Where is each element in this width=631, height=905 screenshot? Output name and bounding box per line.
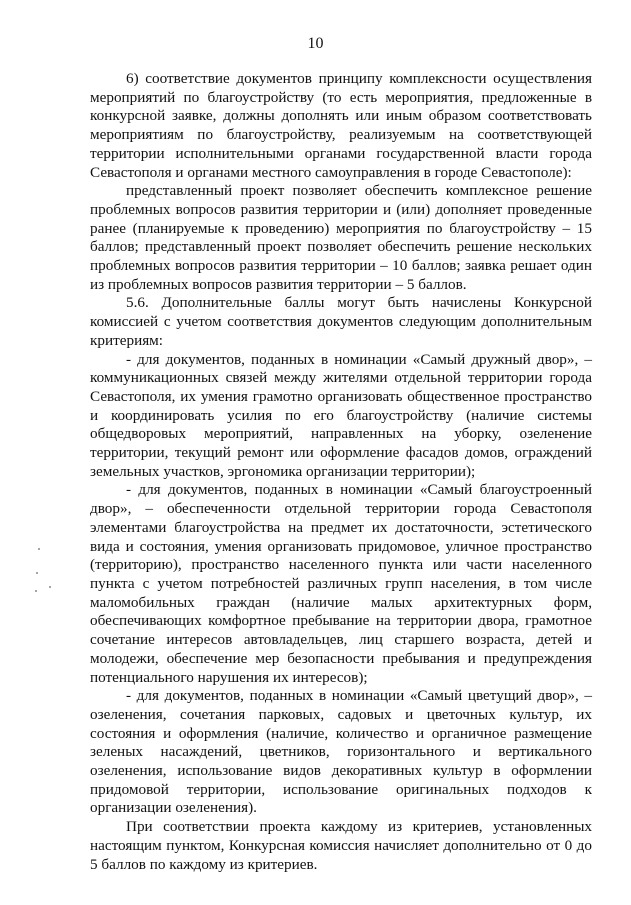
scan-artifact xyxy=(35,590,37,592)
scan-artifact xyxy=(36,572,38,574)
page-number: 10 xyxy=(307,35,324,52)
paragraph-criterion-6: 6) соответствие документов принципу комплексности осуществления мероприятий по благоустройству (то есть мероприятия, предложенные в конкурсной заявке, должны дополнять или иным образом соответствовать мероприятиям по благоустройству, реализуемым на соответствующей территории исполнительными органами государственной власти города Севастополя и органами местного самоуправления в городе Севастополе): xyxy=(90,70,592,181)
paragraph-blooming-yard: - для документов, поданных в номинации «Самый цветущий двор», – озеленения, сочетания парковых, садовых и цветочных культур, их состояния и оформления (наличие, количество и органичное размещение зеленых насаждений, цветников, горизонтального и вертикального озеленения, использование видов декоративных культур в оформлении придомовой территории, использование оригинальных подходов к организации озеленения). xyxy=(90,687,592,817)
paragraph-scoring: представленный проект позволяет обеспечить комплексное решение проблемных вопросов развития территории и (или) дополняет проведенные ранее (планируемые к проведению) мероприятия по благоустройству – 15 баллов; представленный проект позволяет обеспечить решение нескольких проблемных вопросов развития территории – 10 баллов; заявка решает один из проблемных вопросов развития территории – 5 баллов. xyxy=(90,182,592,293)
paragraph-5-6: 5.6. Дополнительные баллы могут быть начислены Конкурсной комиссией с учетом соответствия документов следующим дополнительным критериям: xyxy=(90,294,592,349)
scan-artifact xyxy=(38,548,40,550)
paragraph-well-maintained-yard: - для документов, поданных в номинации «Самый благоустроенный двор», – обеспеченности отдельной территории города Севастополя элементами благоустройства на предмет их достаточности, эстетического вида и состояния, умения организовать придомовое, уличное пространство (территорию), пространство населенного пункта или части населенного пункта с учетом потребностей различных групп населения, в том числе маломобильных граждан (наличие малых архитектурных форм, обеспечивающих комфортное пребывание на территории двора, грамотное сочетание интересов автовладельцев, лиц старшего возраста, детей и молодежи, обеспечение мер безопасности пребывания и предупреждения потенциального нарушения их интересов); xyxy=(90,481,592,686)
paragraph-friendly-yard: - для документов, поданных в номинации «Самый дружный двор», – коммуникационных связей между жителями отдельной территории города Севастополя, их умения грамотно организовать общественное пространство и координировать усилия по его благоустройству (наличие системы общедворовых мероприятий, направленных на уборку, озеленение территории, текущий ремонт или оформление фасадов домов, ограждений земельных участков, эргономика организации территории); xyxy=(90,350,592,480)
scan-artifact xyxy=(49,586,51,588)
document-body xyxy=(90,70,592,874)
paragraph-additional-points: При соответствии проекта каждому из критериев, установленных настоящим пунктом, Конкурсная комиссия начисляет дополнительно от 0 до 5 баллов по каждому из критериев. xyxy=(90,818,592,873)
